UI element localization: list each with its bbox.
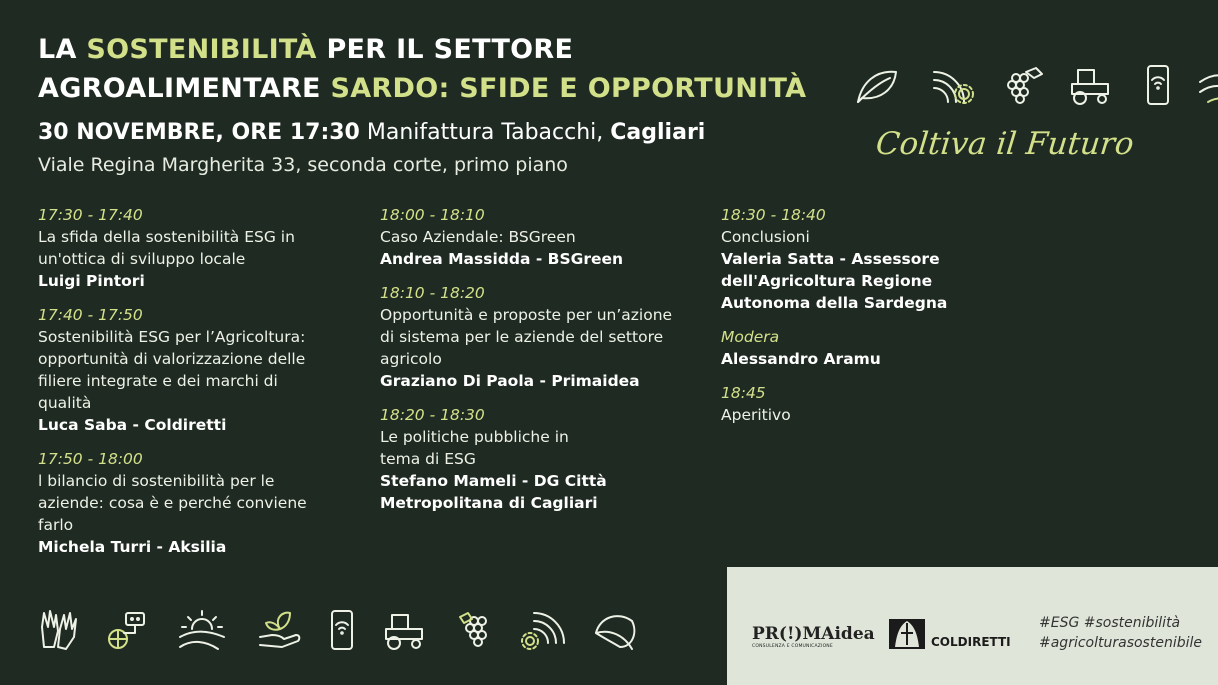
- slogan: Coltiva il Futuro: [874, 126, 1136, 162]
- smartphone-wifi-icon: [318, 607, 366, 653]
- field-icon: [1194, 62, 1218, 108]
- slot-title: Aperitivo: [721, 406, 791, 424]
- gloves-icon: [36, 607, 84, 653]
- tractor-icon: [380, 607, 428, 653]
- coldiretti-logo-text: COLDIRETTI: [931, 635, 1011, 649]
- title-text: AGROALIMENTARE: [38, 73, 331, 104]
- slot-speaker: Alessandro Aramu: [721, 350, 881, 368]
- primaidea-tagline: CONSULENZA E COMUNICAZIONE: [752, 644, 833, 649]
- program-slot: [721, 382, 991, 426]
- footer-panel: [727, 567, 1218, 685]
- program-slot: [380, 404, 680, 514]
- title-highlight: SARDO: SFIDE E OPPORTUNITÀ: [330, 73, 807, 104]
- title-text: PER IL SETTORE: [316, 34, 574, 65]
- slot-time: 18:45: [721, 384, 766, 402]
- slot-time: 18:00 - 18:10: [380, 206, 485, 224]
- slot-title: l bilancio di sostenibilità per le aziende: cosa è e perché conviene farlo: [38, 472, 307, 534]
- slot-title: Le politiche pubbliche in tema di ESG: [380, 428, 569, 468]
- slot-time: 18:30 - 18:40: [721, 206, 826, 224]
- circuit-brain-icon: [104, 607, 152, 653]
- slot-time: 17:50 - 18:00: [38, 450, 143, 468]
- leaf-icon: [592, 607, 640, 653]
- slot-speaker: Valeria Satta - Assessore dell'Agricoltura Regione Autonoma della Sardegna: [721, 250, 948, 312]
- event-city: Cagliari: [610, 120, 706, 145]
- hashtags: [1039, 613, 1202, 653]
- program-slot: [721, 204, 991, 314]
- wireless-gear-icon: [928, 62, 978, 108]
- event-date-time: 30 NOVEMBRE, ORE 17:30: [38, 120, 360, 145]
- title-highlight: SOSTENIBILITÀ: [86, 34, 317, 65]
- primaidea-logo: [752, 624, 875, 649]
- program-slot: [721, 326, 991, 370]
- slot-speaker: Luigi Pintori: [38, 272, 145, 290]
- slot-title: Opportunità e proposte per un’azione di sistema per le aziende del settore agricolo: [380, 306, 673, 368]
- slot-speaker: Graziano Di Paola - Primaidea: [380, 372, 640, 390]
- hashtag-line: #agricolturasostenibile: [1039, 635, 1202, 651]
- slot-time: 18:20 - 18:30: [380, 406, 485, 424]
- slot-speaker: Stefano Mameli - DG Città Metropolitana di Cagliari: [380, 472, 607, 512]
- title-text: LA: [38, 34, 87, 65]
- program-slot: [38, 448, 328, 558]
- slot-time: 17:30 - 17:40: [38, 206, 143, 224]
- slot-time: Modera: [721, 328, 780, 346]
- program-slot: [380, 204, 680, 270]
- event-address: Viale Regina Margherita 33, seconda corte, primo piano: [38, 154, 568, 176]
- slot-title: La sfida della sostenibilità ESG in un'ottica di sviluppo locale: [38, 228, 295, 268]
- event-date-line: [38, 120, 705, 145]
- event-venue: Manifattura Tabacchi,: [359, 120, 611, 145]
- program-column-2: [380, 204, 680, 526]
- slot-title: Conclusioni: [721, 228, 810, 246]
- slot-speaker: Michela Turri - Aksilia: [38, 538, 227, 556]
- slot-time: 17:40 - 17:50: [38, 306, 143, 324]
- hand-plant-icon: [256, 607, 304, 653]
- program-slot: [38, 304, 328, 436]
- coldiretti-emblem-icon: [887, 611, 927, 651]
- grapes-icon: [998, 62, 1048, 108]
- slot-speaker: Andrea Massidda - BSGreen: [380, 250, 624, 268]
- slot-title: Caso Aziendale: BSGreen: [380, 228, 576, 246]
- slot-speaker: Luca Saba - Coldiretti: [38, 416, 227, 434]
- leaf-icon: [852, 62, 902, 108]
- primaidea-logo-text: PR(!)MAidea: [752, 624, 875, 644]
- sunrise-field-icon: [178, 607, 226, 653]
- grapes-icon: [454, 607, 502, 653]
- program-column-1: [38, 204, 328, 570]
- program-slot: [380, 282, 680, 392]
- title-line-1: [38, 34, 573, 65]
- program-slot: [38, 204, 328, 292]
- title-line-2: [38, 73, 806, 104]
- program-column-3: [721, 204, 991, 438]
- slot-title: Sostenibilità ESG per l’Agricoltura: opportunità di valorizzazione delle filiere integrate e dei marchi di qualità: [38, 328, 306, 412]
- slot-time: 18:10 - 18:20: [380, 284, 485, 302]
- smartphone-wifi-icon: [1132, 62, 1182, 108]
- hashtag-line: #ESG #sostenibilità: [1039, 615, 1181, 631]
- tractor-icon: [1066, 62, 1116, 108]
- wireless-gear-icon: [520, 607, 568, 653]
